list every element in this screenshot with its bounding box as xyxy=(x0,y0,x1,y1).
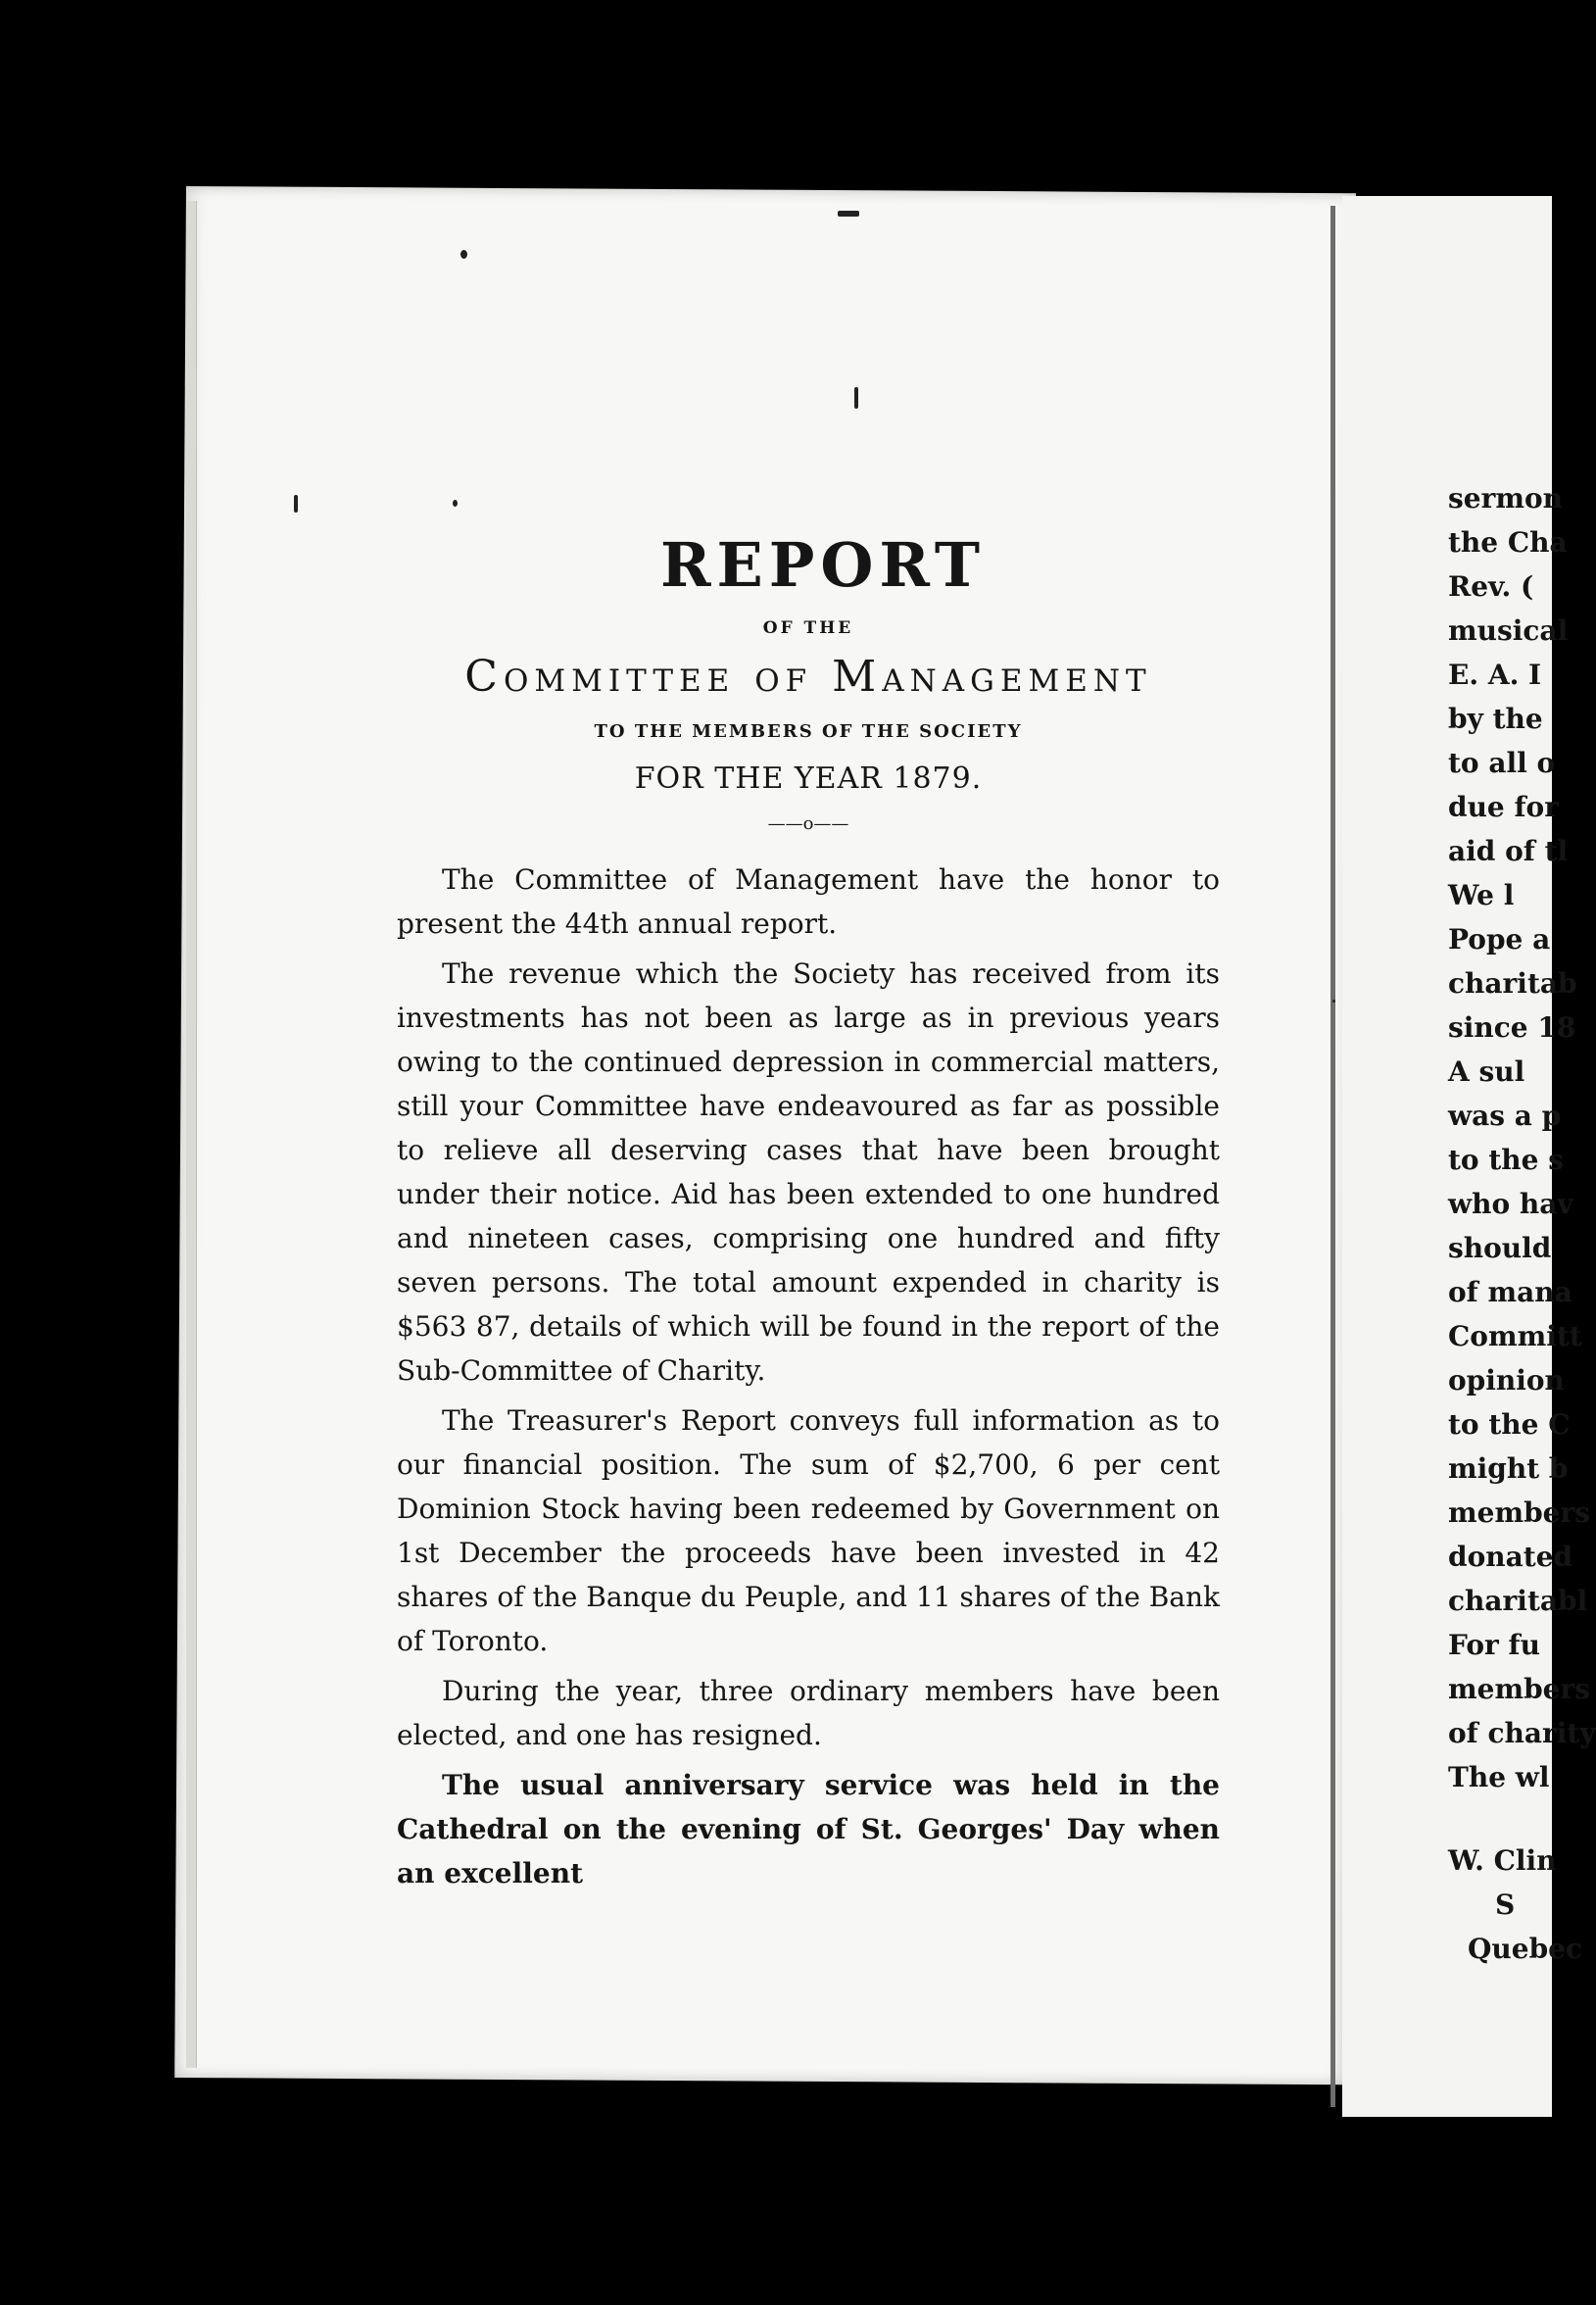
right-line: musical xyxy=(1448,614,1569,647)
right-line: sermon xyxy=(1448,482,1563,515)
year-heading: FOR THE YEAR 1879. xyxy=(634,761,983,796)
paragraph: The revenue which the Society has received from its investments has not been as large as in previous years owing to the continued depression in commercial matters, still your Committee have endeavoured as far as possible to relieve all deserving cases that have been brought under their notice. Aid has been extended to one hundred and nineteen cases, comprising one hundred and fifty seven persons. The total amount expended in charity is $563 87, details of which will be found in the report of the Sub-Committee of Charity. xyxy=(397,957,1220,1387)
committee-heading: Committee of Management xyxy=(464,652,1152,702)
print-speck xyxy=(854,387,858,409)
signature-line: S xyxy=(1495,1888,1516,1921)
right-line: who hav xyxy=(1448,1188,1573,1220)
right-line: Pope a xyxy=(1448,923,1551,956)
signature-line: W. Clin xyxy=(1448,1844,1557,1877)
right-line: to the C xyxy=(1448,1408,1571,1441)
print-speck xyxy=(294,495,298,513)
right-page-content xyxy=(1448,476,1596,1971)
right-line: charitabl xyxy=(1448,1585,1588,1617)
right-line: members xyxy=(1448,1496,1590,1529)
left-page-content xyxy=(397,529,1220,1901)
print-speck xyxy=(460,250,467,259)
right-line: E. A. I xyxy=(1448,659,1542,691)
paragraph: The usual anniversary service was held in the Cathedral on the evening of St. Georges' Day when an excellent xyxy=(397,1769,1220,1889)
page-gutter xyxy=(1330,206,1335,2107)
right-line: by the xyxy=(1448,703,1543,735)
paragraph: The Treasurer's Report conveys full information as to our financial position. The sum of $2,700, 6 per cent Dominion Stock having been redeemed by Government on 1st December the proceeds have been invested in 42 shares of the Banque du Peuple, and 11 shares of the Bank of Toronto. xyxy=(397,1404,1220,1657)
to-members-heading: TO THE MEMBERS OF THE SOCIETY xyxy=(594,721,1023,742)
right-line: aid of tl xyxy=(1448,835,1569,867)
right-line: members xyxy=(1448,1673,1590,1705)
right-line: of charity xyxy=(1448,1717,1596,1749)
right-line: was a p xyxy=(1448,1100,1562,1132)
right-line: of mana xyxy=(1448,1276,1572,1308)
signature-block xyxy=(1448,1839,1583,1971)
right-line: since 18 xyxy=(1448,1011,1576,1044)
right-line: to all o xyxy=(1448,747,1556,779)
paragraph: The Committee of Management have the honor to present the 44th annual report. xyxy=(397,863,1220,940)
right-line: the Cha xyxy=(1448,526,1568,559)
right-line: donated xyxy=(1448,1541,1573,1573)
right-line: charitab xyxy=(1448,967,1577,1000)
print-speck xyxy=(1332,1000,1335,1003)
right-line: Committ xyxy=(1448,1320,1582,1352)
report-title: REPORT xyxy=(660,529,986,601)
report-body xyxy=(397,858,1220,1895)
right-line: might b xyxy=(1448,1452,1569,1485)
right-line: Rev. ( xyxy=(1448,570,1534,603)
right-line: due for xyxy=(1448,791,1559,823)
signature-line: Quebec xyxy=(1468,1933,1583,1965)
right-line: For fu xyxy=(1448,1629,1540,1661)
right-line: The wl xyxy=(1448,1761,1550,1793)
print-speck xyxy=(453,500,458,507)
right-line: A sul xyxy=(1448,1055,1525,1088)
report-subtitle-of: OF THE xyxy=(762,618,854,638)
right-line: opinion xyxy=(1448,1364,1565,1397)
right-line: should xyxy=(1448,1232,1552,1264)
print-speck xyxy=(838,211,859,217)
page-edge xyxy=(186,201,197,2068)
right-line: We l xyxy=(1448,879,1515,911)
ornament-divider: ——o—— xyxy=(767,813,849,834)
paragraph: During the year, three ordinary members have been elected, and one has resigned. xyxy=(397,1675,1220,1751)
right-line: to the s xyxy=(1448,1144,1564,1176)
